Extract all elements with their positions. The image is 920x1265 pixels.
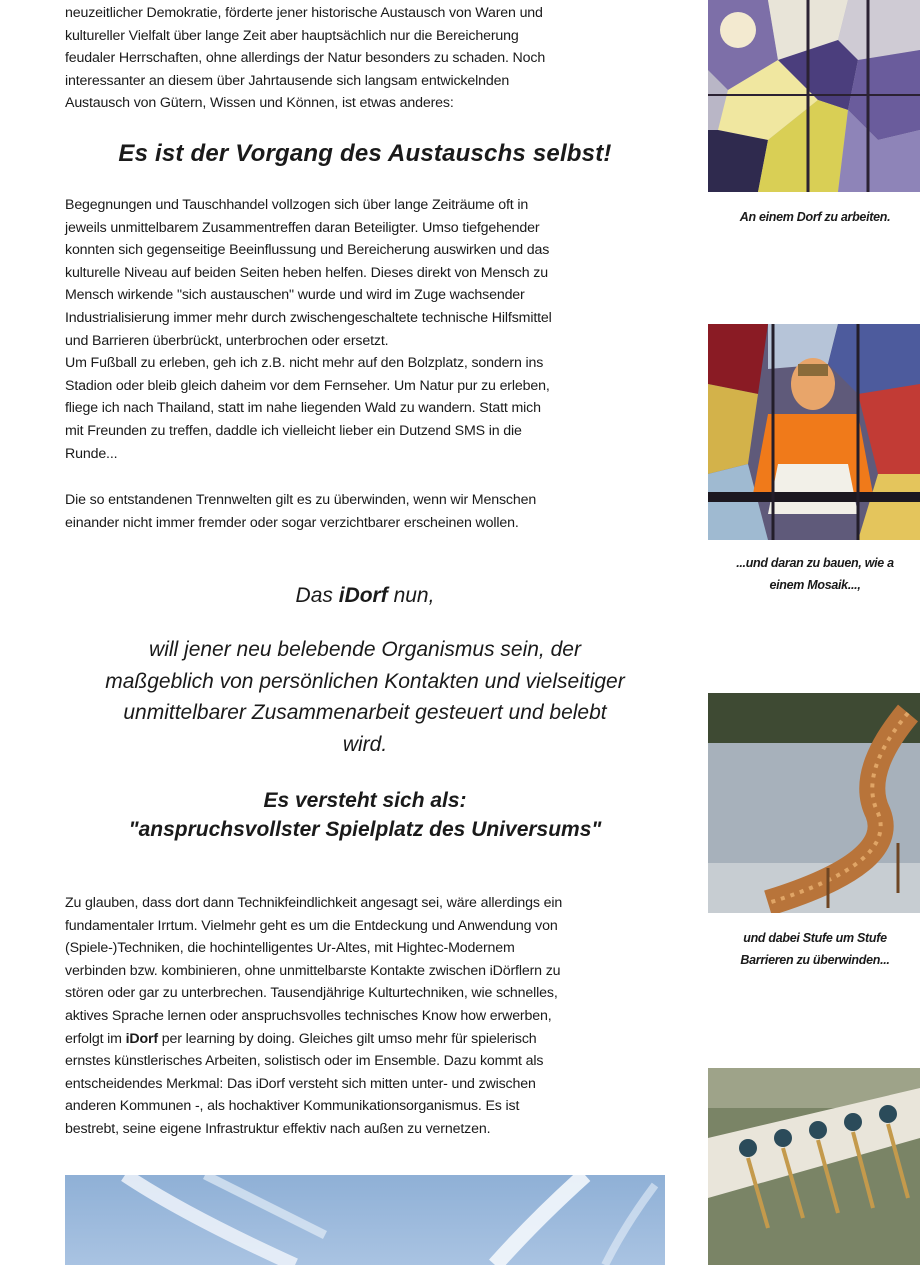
- caption-2-line-1: ...und daran zu bauen, wie a: [736, 556, 894, 570]
- body2-line: Die so entstandenen Trennwelten gilt es zu überwinden, wenn wir Menschen: [65, 492, 537, 508]
- body-paragraph-3: [65, 892, 665, 1141]
- statement-line: wird.: [342, 732, 388, 756]
- body1-line: Runde...: [65, 445, 118, 462]
- idorf-statement: [65, 634, 665, 760]
- idorf-motto: [65, 786, 665, 844]
- idorf-intro: [65, 580, 665, 612]
- intro-line: neuzeitlicher Demokratie, förderte jener historische Austausch von Waren und: [65, 5, 543, 21]
- exchange-heading: Es ist der Vorgang des Austauschs selbst!: [118, 140, 612, 167]
- motto-line-2: "anspruchsvollster Spielplatz des Universums": [128, 818, 602, 841]
- body3-line: anderen Kommunen -, als hochaktiver Kommunikationsorganismus. Es ist: [65, 1098, 520, 1115]
- caption-1: An einem Dorf zu arbeiten.: [739, 210, 891, 224]
- statement-line: unmittelbarer Zusammenarbeit gesteuert und belebt: [123, 701, 607, 724]
- body1-line: Mensch wirkende "sich austauschen" wurde und wird im Zuge wachsender: [65, 287, 525, 304]
- body3-line: (Spiele-)Techniken, die hochintelligentes Ur-Altes, mit Hightec-Modernem: [65, 940, 515, 957]
- body1-line: mit Freunden zu treffen, daddle ich vielleicht lieber ein Dutzend SMS in die: [65, 422, 522, 439]
- caption-3-line-2: Barrieren zu überwinden...: [740, 953, 890, 967]
- rowing-boat-image: [708, 1068, 920, 1265]
- idorf-name: iDorf: [338, 584, 388, 607]
- intro-line: interessanter an diesem über Jahrtausende sich langsam entwickelnden: [65, 72, 510, 89]
- caption-2-line-2: einem Mosaik...,: [769, 578, 861, 592]
- staircase-image: [708, 693, 920, 913]
- body1-line: konnten sich gegenseitige Beeinflussung und Bereicherung auswirken und das: [65, 242, 550, 259]
- statement-line: maßgeblich von persönlichen Kontakten und vielseitiger: [105, 669, 625, 693]
- idorf-intro-pre: Das: [295, 584, 339, 607]
- body3-line: ernstes künstlerisches Arbeiten, solistisch oder im Ensemble. Dazu kommt als: [65, 1053, 544, 1070]
- body3-line: aktives Sprache lernen oder anspruchsvolles technisches Know how erwerben,: [65, 1007, 552, 1024]
- body3-line: verbinden bzw. kombinieren, ohne unmittelbarste Kontakte zwischen iDörflern zu: [65, 962, 561, 979]
- intro-paragraph: [65, 2, 665, 115]
- body1-line: und Barrieren überbrückt, unterbrochen oder ersetzt.: [65, 332, 389, 349]
- body1-line: Industrialisierung immer mehr durch zwischengeschaltete technische Hilfsmittel: [65, 309, 552, 326]
- intro-line: feudaler Herrschaften, ohne allerdings der Natur besonders zu schaden. Noch: [65, 50, 546, 67]
- idorf-intro-post: nun,: [387, 584, 435, 607]
- caption-3: [700, 927, 920, 971]
- caption-2: [700, 552, 920, 596]
- intro-line: Austausch von Gütern, Wissen und Können, ist etwas anderes:: [65, 95, 454, 112]
- body-paragraph-2: [65, 489, 665, 534]
- body3-line: entscheidendes Merkmal: Das iDorf versteht sich mitten unter- und zwischen: [65, 1075, 536, 1092]
- stained-glass-image-1: [708, 0, 920, 192]
- body3-line: erfolgt im iDorf per learning by doing. Gleiches gilt umso mehr für spielerisch: [65, 1030, 537, 1047]
- body1-line: kulturelle Niveau auf beiden Seiten heben helfen. Dieses direkt von Mensch zu: [65, 264, 548, 281]
- body3-line: bestrebt, seine eigene Infrastruktur effektiv nach außen zu vernetzen.: [65, 1120, 491, 1137]
- body1-line: Um Fußball zu erleben, geh ich z.B. nicht mehr auf den Bolzplatz, sondern ins: [65, 355, 544, 372]
- body1-line: jeweils unmittelbarem Zusammentreffen daran Beteiligter. Umso tiefgehender: [65, 219, 540, 236]
- body-paragraph-1: [65, 194, 665, 465]
- body1-line: fliege ich nach Thailand, statt im nahe liegenden Wald zu wandern. Statt mich: [65, 400, 541, 417]
- intro-line: kultureller Vielfalt über lange Zeit aber hauptsächlich nur die Bereicherung: [65, 27, 519, 44]
- statement-line: will jener neu belebende Organismus sein, der: [149, 638, 581, 661]
- body3-line: stören oder gar zu unterbrechen. Tausendjährige Kulturtechniken, wie schnelles,: [65, 985, 558, 1002]
- sky-contrails-photo: [65, 1175, 665, 1265]
- stained-glass-image-2: [708, 324, 920, 540]
- motto-line-1: Es versteht sich als:: [263, 789, 467, 812]
- body3-line: Zu glauben, dass dort dann Technikfeindlichkeit angesagt sei, wäre allerdings ein: [65, 895, 563, 911]
- body2-line: einander nicht immer fremder oder sogar verzichtbarer erscheinen wollen.: [65, 514, 519, 531]
- body1-line: Begegnungen und Tauschhandel vollzogen sich über lange Zeiträume oft in: [65, 197, 529, 213]
- body3-line: fundamentaler Irrtum. Vielmehr geht es um die Entdeckung und Anwendung von: [65, 917, 558, 934]
- body1-line: Stadion oder bleib gleich daheim vor dem Fernseher. Um Natur pur zu erleben,: [65, 377, 550, 394]
- caption-3-line-1: und dabei Stufe um Stufe: [743, 931, 887, 945]
- idorf-inline-bold: iDorf: [125, 1030, 158, 1047]
